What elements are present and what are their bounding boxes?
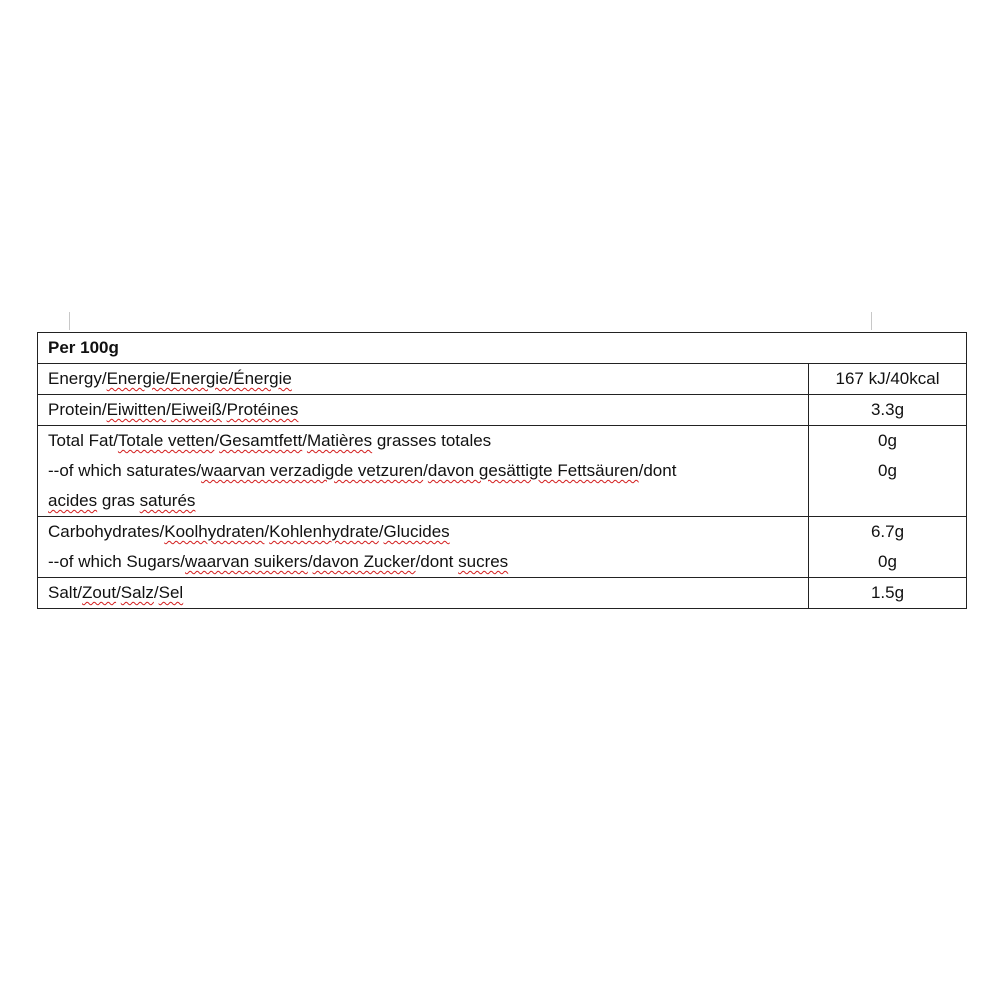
spellcheck-flagged-text: Glucides [383, 522, 450, 541]
spellcheck-flagged-text: Sel [158, 583, 184, 602]
spellcheck-flagged-text: Koolhydraten [164, 522, 265, 541]
nutrient-value-cell [808, 578, 966, 609]
table-row [38, 426, 967, 517]
table-row [38, 395, 967, 426]
nutrient-label-cell [38, 578, 809, 609]
nutrient-label-line [48, 426, 798, 456]
label-text: --of which saturates/ [48, 461, 202, 480]
nutrient-label-cell [38, 426, 809, 517]
nutrient-label-line [48, 364, 798, 394]
label-text: Total Fat/ [48, 431, 118, 450]
label-text: gras [97, 491, 140, 510]
spellcheck-flagged-text: Energie/Energie/Énergie [106, 369, 292, 388]
spellcheck-flagged-text: waarvan verzadigde vetzuren [201, 461, 424, 480]
nutrient-value: 0g [878, 552, 897, 571]
nutrition-table [37, 332, 967, 609]
label-text: / [221, 400, 227, 419]
nutrient-label-cell [38, 395, 809, 426]
nutrient-value: 3.3g [870, 400, 905, 419]
spellcheck-flagged-text: Kohlenhydrate [269, 522, 379, 541]
table-row [38, 517, 967, 578]
nutrient-value: 6.7g [870, 522, 905, 541]
spellcheck-flagged-text: waarvan suikers [185, 552, 308, 571]
label-text: / [264, 522, 270, 541]
nutrient-label-line [48, 395, 798, 425]
spellcheck-flagged-text: sucres [458, 552, 509, 571]
label-text: Energy/ [48, 369, 107, 388]
nutrient-label-line [48, 578, 798, 608]
label-text: / [153, 583, 159, 602]
spellcheck-flagged-text: davon Zucker [312, 552, 416, 571]
nutrient-value: 1.5g [870, 583, 905, 602]
spellcheck-flagged-text: Zout [82, 583, 117, 602]
nutrient-value: 0g [878, 431, 897, 450]
spellcheck-flagged-text: saturés [139, 491, 196, 510]
nutrient-value-cell [808, 395, 966, 426]
label-text: Carbohydrates/ [48, 522, 165, 541]
label-text: --of which Sugars/ [48, 552, 185, 571]
nutrient-label-cell [38, 517, 809, 578]
nutrient-label-line [48, 547, 798, 577]
spellcheck-flagged-text: Gesamtfett [219, 431, 303, 450]
table-row [38, 578, 967, 609]
spellcheck-flagged-text: Eiwitten [106, 400, 167, 419]
left-margin-marker [69, 312, 70, 330]
spellcheck-flagged-text: acides [48, 491, 98, 510]
table-header-row [38, 333, 967, 364]
nutrient-label-line [48, 486, 798, 516]
label-text: / [302, 431, 307, 450]
right-margin-marker [871, 312, 872, 330]
label-text: grasses totales [372, 431, 492, 450]
label-text: / [214, 431, 220, 450]
spellcheck-flagged-text: Protéines [226, 400, 299, 419]
label-text: / [166, 400, 171, 419]
nutrient-value: 0g [878, 461, 897, 480]
spellcheck-flagged-text: davon gesättigte Fettsäuren [427, 461, 639, 480]
nutrient-label-line [48, 517, 798, 547]
table-header: Per 100g [38, 333, 967, 364]
spellcheck-flagged-text: Salz [120, 583, 154, 602]
label-text: / [378, 522, 384, 541]
label-text: Salt/ [48, 583, 83, 602]
label-text: /dont [415, 552, 459, 571]
nutrient-value: 167 kJ/40kcal [835, 369, 940, 388]
spellcheck-flagged-text: Eiweiß [170, 400, 222, 419]
spellcheck-flagged-text: Matières [306, 431, 373, 450]
nutrient-value-cell [808, 517, 966, 578]
nutrient-value-cell [808, 426, 966, 517]
label-text: /dont [638, 461, 677, 480]
spellcheck-flagged-text: Totale vetten [117, 431, 215, 450]
label-text: Protein/ [48, 400, 107, 419]
label-text: / [423, 461, 428, 480]
label-text: / [116, 583, 121, 602]
nutrient-label-cell [38, 364, 809, 395]
nutrient-label-line [48, 456, 798, 486]
label-text: / [307, 552, 313, 571]
nutrition-table-body [38, 333, 967, 609]
table-row [38, 364, 967, 395]
nutrient-value-cell [808, 364, 966, 395]
